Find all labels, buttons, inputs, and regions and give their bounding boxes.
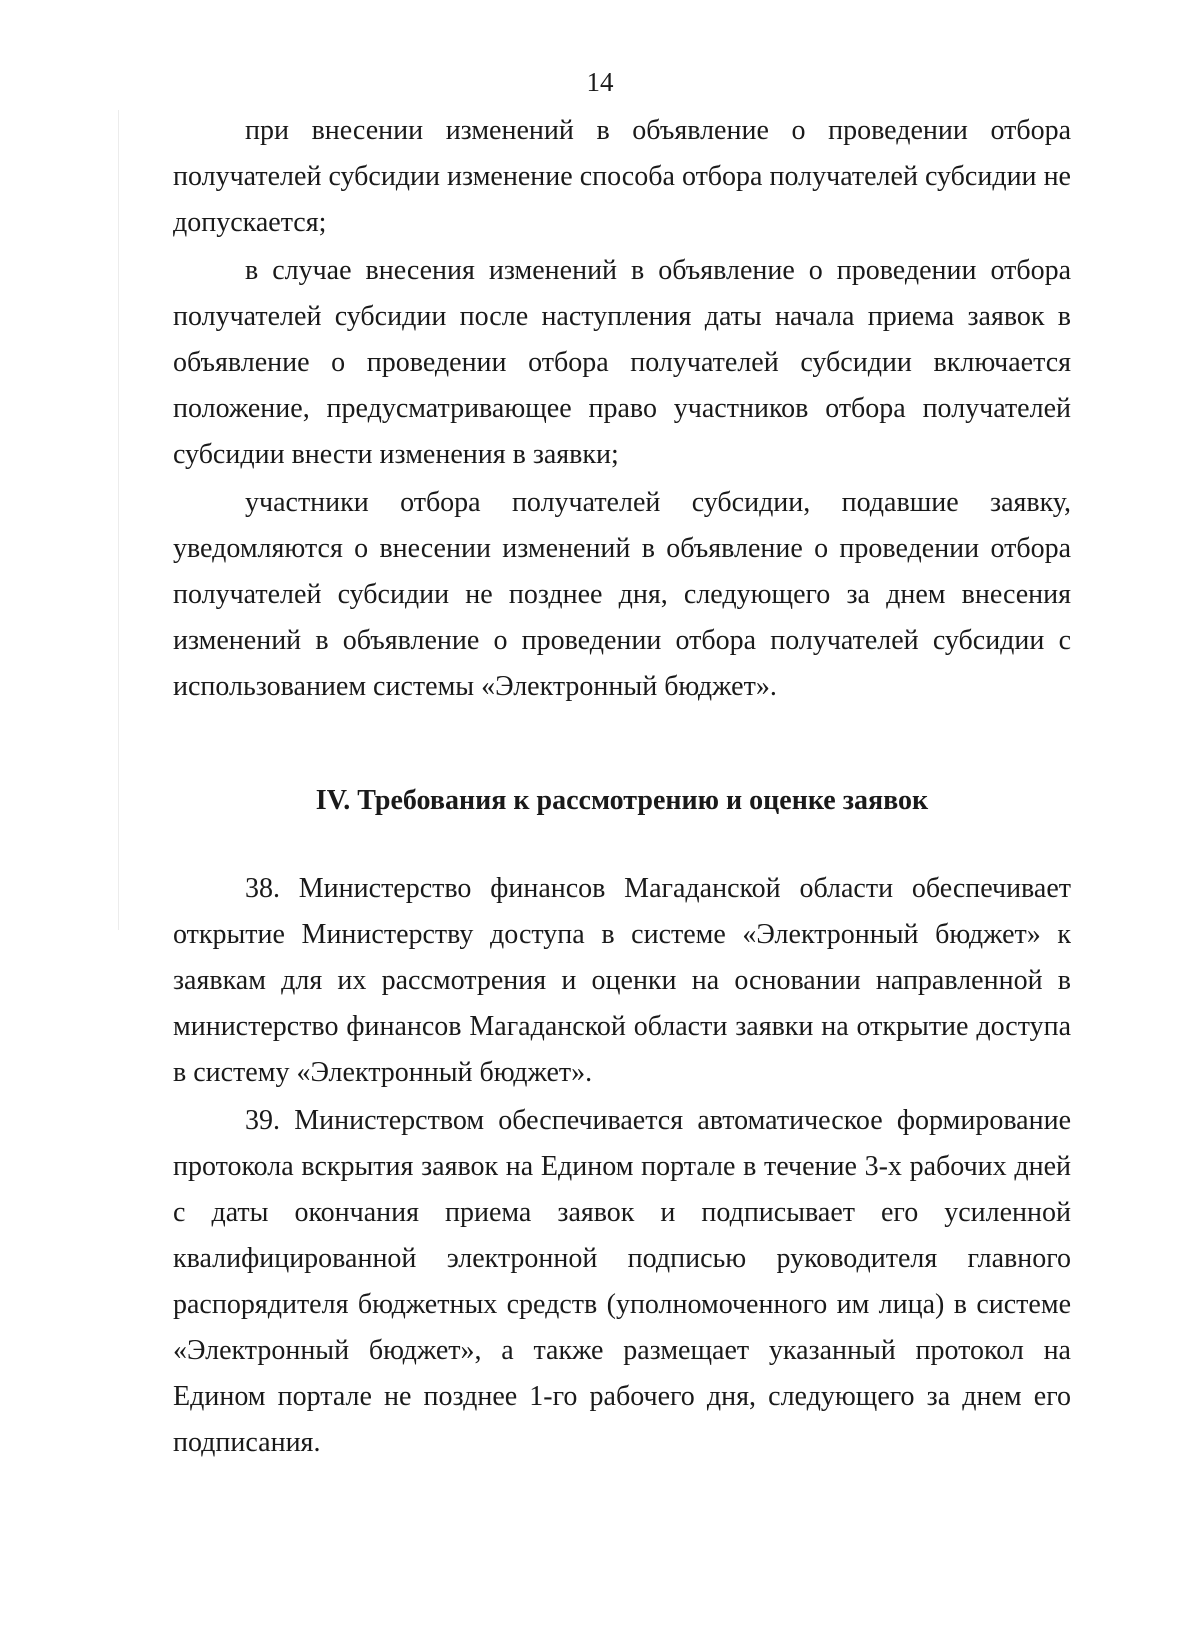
document-body — [173, 108, 1071, 1466]
section-spacer — [173, 824, 1071, 866]
paragraph-39: 39. Министерством обеспечивается автоматическое формирование протокола вскрытия заявок на Едином портале в течение 3-х рабочих дней с даты окончания приема заявок и подписывает его усиленной квалифицированной электронной подписью руководителя главного распорядителя бюджетных средств (уполномоченного им лица) в системе «Электронный бюджет», а также размещает указанный протокол на Едином портале не позднее 1-го рабочего дня, следующего за днем его подписания. — [173, 1105, 1071, 1458]
paragraph-selection-method: при внесении изменений в объявление о проведении отбора получателей субсидии изменение способа отбора получателей субсидии не допускается; — [173, 115, 1071, 238]
section-heading: IV. Требования к рассмотрению и оценке заявок — [315, 785, 929, 816]
page-number: 14 — [586, 67, 614, 97]
paragraph-participants-notified: участники отбора получателей субсидии, подавшие заявку, уведомляются о внесении изменений в объявление о проведении отбора получателей субсидии не позднее дня, следующего за днем внесения изменений в объявление о проведении отбора получателей субсидии с использованием системы «Электронный бюджет». — [173, 487, 1071, 702]
paragraph-changes-after-start: в случае внесения изменений в объявление о проведении отбора получателей субсидии после наступления даты начала приема заявок в объявление о проведении отбора получателей субсидии включается положение, предусматривающее право участников отбора получателей субсидии внести изменения в заявки; — [173, 255, 1071, 470]
scan-margin-line — [118, 110, 119, 930]
paragraph-38: 38. Министерство финансов Магаданской области обеспечивает открытие Министерству доступа в системе «Электронный бюджет» к заявкам для их рассмотрения и оценки на основании направленной в министерство финансов Магаданской области заявки на открытие доступа в систему «Электронный бюджет». — [173, 873, 1071, 1088]
section-spacer — [173, 710, 1071, 778]
